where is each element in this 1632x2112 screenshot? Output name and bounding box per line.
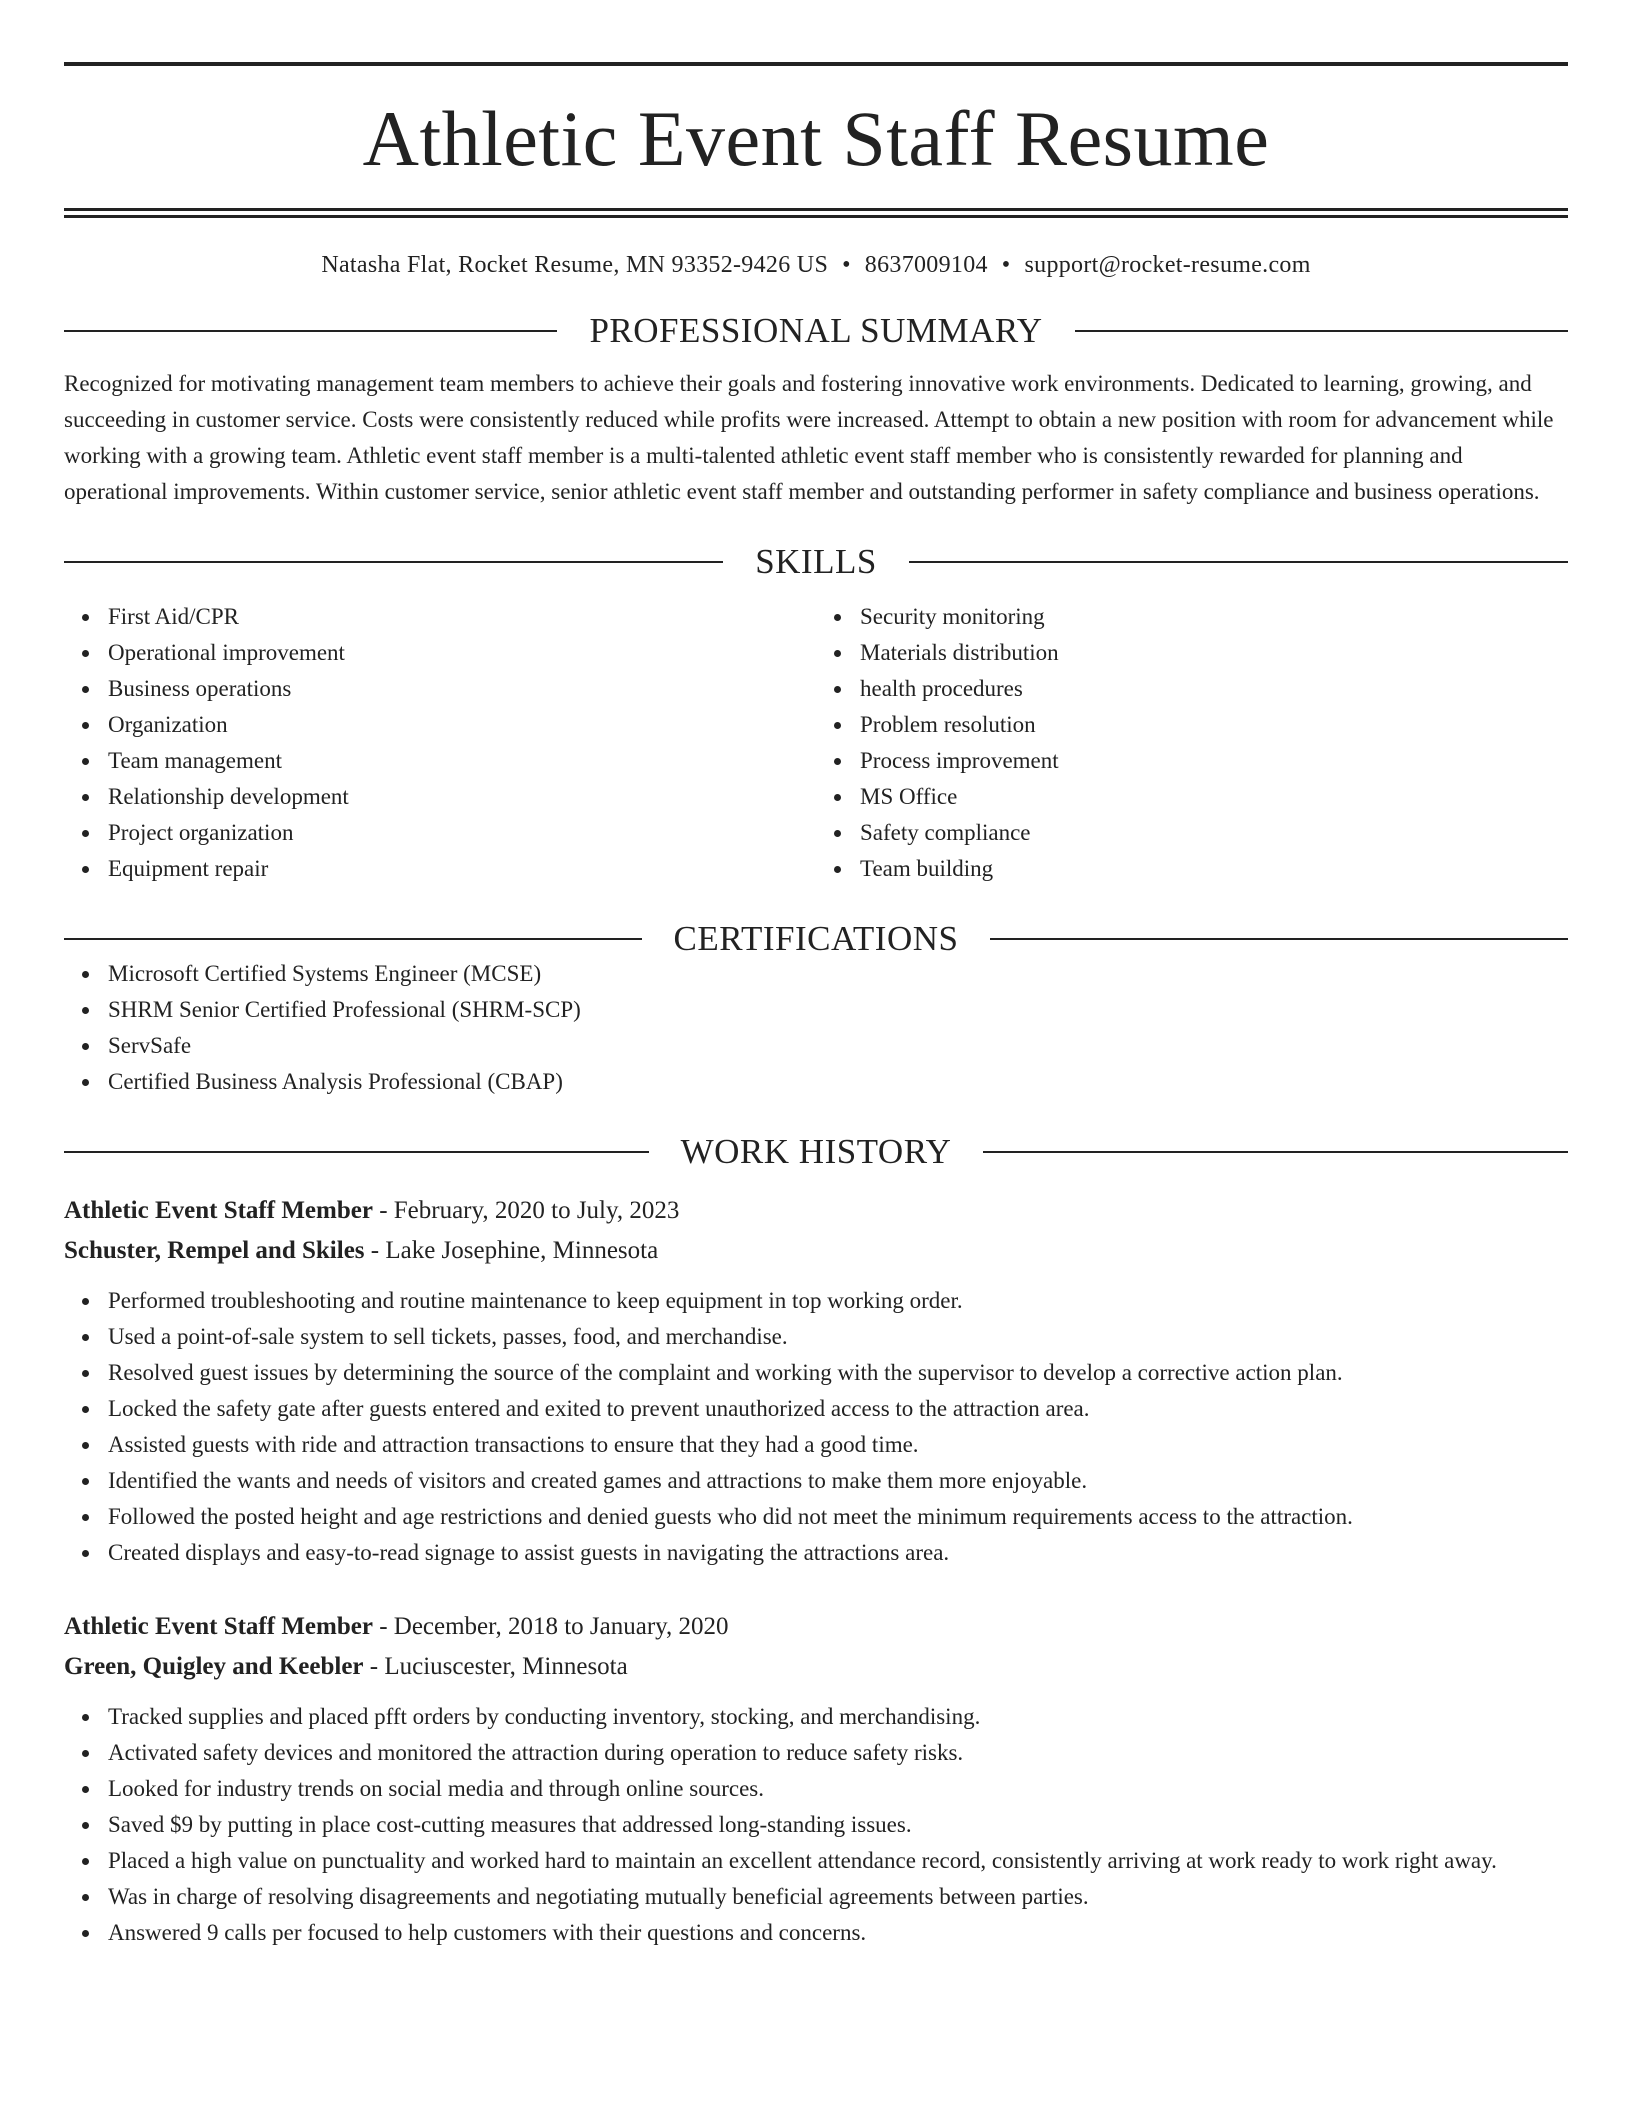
job-dates: - December, 2018 to January, 2020 (372, 1613, 729, 1640)
job-entry (64, 1607, 1568, 1951)
section-title: WORK HISTORY (680, 1132, 952, 1171)
skill-item: Safety compliance (816, 815, 1568, 851)
job-bullet: Tracked supplies and placed pfft orders by conducting inventory, stocking, and merchandising. (64, 1699, 1568, 1735)
job-bullets (64, 1283, 1568, 1571)
section-rule (64, 938, 642, 940)
job-bullet: Looked for industry trends on social media and through online sources. (64, 1771, 1568, 1807)
section-rule (909, 561, 1568, 563)
contact-separator: • (1001, 252, 1011, 278)
section-rule (64, 561, 723, 563)
certification-item: SHRM Senior Certified Professional (SHRM-SCP) (64, 992, 1568, 1028)
summary-text: Recognized for motivating management team members to achieve their goals and fostering innovative work environments. Dedicated to learning, growing, and succeeding in customer service. Costs were consistently reduced while profits were increased. Attempt to obtain a new position with room for advancement while working with a growing team. Athletic event staff member is a multi-talented athletic event staff member who is consistently rewarded for planning and operational improvements. Within customer service, senior athletic event staff member and outstanding performer in safety compliance and business operations. (64, 371, 1554, 504)
job-company-line (64, 1231, 1568, 1271)
contact-separator: • (842, 252, 851, 278)
job-title-line (64, 1607, 1568, 1647)
section-heading-summary (64, 313, 1568, 348)
job-company-line (64, 1647, 1568, 1687)
skill-item: Project organization (64, 815, 816, 851)
skill-item: health procedures (816, 671, 1568, 707)
job-location: - Luciuscester, Minnesota (363, 1653, 628, 1680)
section-title: PROFESSIONAL SUMMARY (589, 311, 1043, 350)
section-heading-certifications (64, 921, 1568, 956)
section-rule (64, 330, 557, 332)
section-heading-work-history (64, 1134, 1568, 1169)
section-heading-skills (64, 544, 1568, 579)
contact-email: support@rocket-resume.com (1024, 252, 1311, 278)
title-top-rule (64, 62, 1568, 66)
skill-item: Process improvement (816, 743, 1568, 779)
skills-list-right (816, 599, 1568, 887)
job-bullet: Identified the wants and needs of visitors and created games and attractions to make them more enjoyable. (64, 1463, 1568, 1499)
certification-item: Certified Business Analysis Professional (CBAP) (64, 1064, 1568, 1100)
skill-item: Organization (64, 707, 816, 743)
job-bullet: Placed a high value on punctuality and worked hard to maintain an excellent attendance record, consistently arriving at work ready to work right away. (64, 1843, 1568, 1879)
job-bullet: Resolved guest issues by determining the source of the complaint and working with the supervisor to develop a corrective action plan. (64, 1355, 1568, 1391)
section-rule (64, 1151, 649, 1153)
job-bullet: Created displays and easy-to-read signage to assist guests in navigating the attractions area. (64, 1535, 1568, 1571)
job-title: Athletic Event Staff Member (64, 1613, 373, 1640)
job-bullet: Followed the posted height and age restrictions and denied guests who did not meet the minimum requirements access to the attraction. (64, 1499, 1568, 1535)
title-block (64, 0, 1568, 218)
skill-item: Relationship development (64, 779, 816, 815)
job-title: Athletic Event Staff Member (64, 1197, 373, 1224)
skill-item: Team building (816, 851, 1568, 887)
section-rule (990, 938, 1568, 940)
section-title: SKILLS (755, 542, 877, 581)
section-rule (1075, 330, 1568, 332)
job-bullet: Locked the safety gate after guests entered and exited to prevent unauthorized access to the attraction area. (64, 1391, 1568, 1427)
skill-item: First Aid/CPR (64, 599, 816, 635)
job-bullet: Used a point-of-sale system to sell tickets, passes, food, and merchandise. (64, 1319, 1568, 1355)
certification-item: ServSafe (64, 1028, 1568, 1064)
contact-line (64, 252, 1568, 279)
skill-item: Business operations (64, 671, 816, 707)
title-double-rule (64, 208, 1568, 218)
document-title: Athletic Event Staff Resume (362, 95, 1270, 182)
section-title: CERTIFICATIONS (673, 919, 959, 958)
job-bullet: Saved $9 by putting in place cost-cutting measures that addressed long-standing issues. (64, 1807, 1568, 1843)
skill-item: Equipment repair (64, 851, 816, 887)
skill-item: Operational improvement (64, 635, 816, 671)
section-rule (983, 1151, 1568, 1153)
skill-item: Problem resolution (816, 707, 1568, 743)
job-entry (64, 1191, 1568, 1571)
job-location: - Lake Josephine, Minnesota (364, 1237, 659, 1264)
job-company: Schuster, Rempel and Skiles (64, 1237, 365, 1264)
job-bullet: Activated safety devices and monitored the attraction during operation to reduce safety risks. (64, 1735, 1568, 1771)
skills-list-left (64, 599, 816, 887)
job-dates: - February, 2020 to July, 2023 (372, 1197, 680, 1224)
contact-address: Natasha Flat, Rocket Resume, MN 93352-9426 US (321, 252, 829, 278)
certification-item: Microsoft Certified Systems Engineer (MCSE) (64, 956, 1568, 992)
contact-phone: 8637009104 (864, 252, 988, 278)
job-title-line (64, 1191, 1568, 1231)
skill-item: Materials distribution (816, 635, 1568, 671)
job-bullets (64, 1699, 1568, 1951)
job-bullet: Answered 9 calls per focused to help customers with their questions and concerns. (64, 1915, 1568, 1951)
skill-item: Security monitoring (816, 599, 1568, 635)
skill-item: Team management (64, 743, 816, 779)
job-bullet: Assisted guests with ride and attraction transactions to ensure that they had a good time. (64, 1427, 1568, 1463)
job-bullet: Performed troubleshooting and routine maintenance to keep equipment in top working order. (64, 1283, 1568, 1319)
certifications-list (64, 956, 1568, 1100)
job-bullet: Was in charge of resolving disagreements and negotiating mutually beneficial agreements between parties. (64, 1879, 1568, 1915)
job-company: Green, Quigley and Keebler (64, 1653, 364, 1680)
skills-columns (64, 599, 1568, 887)
skill-item: MS Office (816, 779, 1568, 815)
